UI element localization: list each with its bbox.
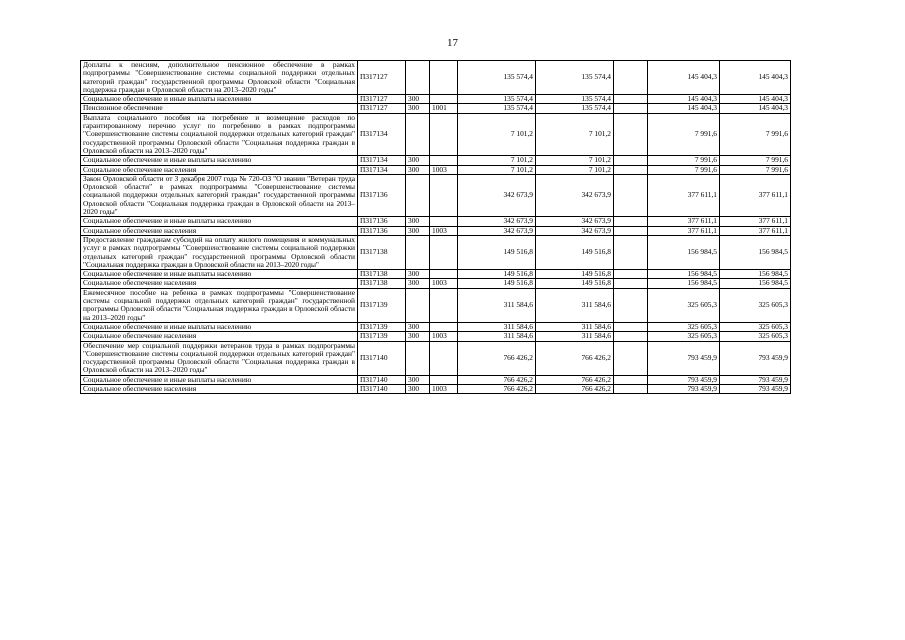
- expense-name-cell: Выплата социального пособия на погребение и возмещение расходов по гарантированному перечню услуг по погребению в рамках подпрограммы "Совершенствование системы социальной поддержки отдельных категорий граждан" государственной программы Орловской области "Социальная поддержка граждан в Орловской области на 2013–2020 годы": [81, 113, 358, 155]
- amount-cell: 145 404,3: [720, 95, 791, 104]
- expense-name-cell: Социальное обеспечение населения: [81, 332, 358, 341]
- amount-cell: [614, 341, 648, 375]
- section-cell: [430, 288, 458, 322]
- amount-cell: 7 101,2: [458, 113, 536, 155]
- expense-name-cell: Доплаты к пенсиям, дополнительное пенсионное обеспечение в рамках подпрограммы "Совершенствование системы социальной поддержки отдельных категорий граждан" государственной программы Орловской области "Социальная поддержка граждан в Орловской области на 2013–2020 годы": [81, 61, 358, 95]
- amount-cell: 377 611,1: [720, 217, 791, 226]
- target-article-cell: П317140: [358, 375, 406, 384]
- amount-cell: 766 426,2: [458, 341, 536, 375]
- amount-cell: 149 516,8: [536, 270, 614, 279]
- table-body: [81, 61, 791, 394]
- section-cell: 1001: [430, 104, 458, 113]
- target-article-cell: П317134: [358, 113, 406, 155]
- amount-cell: [614, 332, 648, 341]
- expense-name-cell: Закон Орловской области от 3 декабря 2007 года № 720-ОЗ "О звании "Ветеран труда Орловской области" в рамках подпрограммы "Совершенствование системы социальной поддержки отдельных категорий граждан" государственной программы Орловской области "Социальная поддержка граждан в Орловской области на 2013–2020 годы": [81, 174, 358, 216]
- budget-table: [80, 60, 791, 394]
- table-row: [81, 226, 791, 235]
- section-cell: 1003: [430, 165, 458, 174]
- amount-cell: 311 584,6: [536, 332, 614, 341]
- section-cell: 1003: [430, 384, 458, 393]
- section-cell: [430, 95, 458, 104]
- amount-cell: 7 991,6: [648, 156, 720, 165]
- expense-type-cell: [406, 235, 430, 269]
- target-article-cell: П317138: [358, 235, 406, 269]
- target-article-cell: П317127: [358, 95, 406, 104]
- amount-cell: 7 991,6: [720, 113, 791, 155]
- section-cell: [430, 341, 458, 375]
- amount-cell: 311 584,6: [536, 322, 614, 331]
- target-article-cell: П317139: [358, 322, 406, 331]
- section-cell: [430, 322, 458, 331]
- table-row: [81, 288, 791, 322]
- amount-cell: 325 605,3: [720, 332, 791, 341]
- table-row: [81, 217, 791, 226]
- amount-cell: 342 673,9: [458, 226, 536, 235]
- expense-type-cell: 300: [406, 95, 430, 104]
- amount-cell: 377 611,1: [648, 226, 720, 235]
- amount-cell: 7 991,6: [648, 113, 720, 155]
- amount-cell: 135 574,4: [458, 61, 536, 95]
- amount-cell: 7 101,2: [458, 156, 536, 165]
- amount-cell: 145 404,3: [648, 104, 720, 113]
- section-cell: [430, 375, 458, 384]
- amount-cell: 311 584,6: [536, 288, 614, 322]
- table-row: [81, 322, 791, 331]
- amount-cell: 377 611,1: [720, 174, 791, 216]
- amount-cell: 793 459,9: [720, 341, 791, 375]
- expense-type-cell: 300: [406, 270, 430, 279]
- amount-cell: 156 984,5: [720, 279, 791, 288]
- table-row: [81, 156, 791, 165]
- amount-cell: 7 101,2: [536, 113, 614, 155]
- table-row: [81, 279, 791, 288]
- amount-cell: [614, 279, 648, 288]
- target-article-cell: П317140: [358, 341, 406, 375]
- amount-cell: 145 404,3: [720, 104, 791, 113]
- amount-cell: 135 574,4: [536, 104, 614, 113]
- target-article-cell: П317136: [358, 226, 406, 235]
- expense-type-cell: 300: [406, 279, 430, 288]
- target-article-cell: П317138: [358, 270, 406, 279]
- expense-name-cell: Социальное обеспечение населения: [81, 384, 358, 393]
- amount-cell: 145 404,3: [648, 61, 720, 95]
- target-article-cell: П317139: [358, 332, 406, 341]
- amount-cell: 793 459,9: [720, 375, 791, 384]
- expense-name-cell: Социальное обеспечение населения: [81, 165, 358, 174]
- expense-type-cell: [406, 113, 430, 155]
- target-article-cell: П317127: [358, 104, 406, 113]
- amount-cell: [614, 322, 648, 331]
- amount-cell: 793 459,9: [720, 384, 791, 393]
- expense-name-cell: Социальное обеспечение и иные выплаты населению: [81, 156, 358, 165]
- target-article-cell: П317139: [358, 288, 406, 322]
- section-cell: [430, 270, 458, 279]
- table-row: [81, 384, 791, 393]
- expense-type-cell: [406, 288, 430, 322]
- amount-cell: 135 574,4: [458, 95, 536, 104]
- expense-name-cell: Социальное обеспечение и иные выплаты населению: [81, 217, 358, 226]
- amount-cell: 325 605,3: [720, 288, 791, 322]
- table-row: [81, 375, 791, 384]
- expense-type-cell: 300: [406, 332, 430, 341]
- table-row: [81, 341, 791, 375]
- amount-cell: 7 101,2: [536, 165, 614, 174]
- table-row: [81, 235, 791, 269]
- section-cell: [430, 61, 458, 95]
- amount-cell: 377 611,1: [720, 226, 791, 235]
- amount-cell: 342 673,9: [536, 217, 614, 226]
- amount-cell: 149 516,8: [536, 279, 614, 288]
- amount-cell: 156 984,5: [648, 279, 720, 288]
- table-row: [81, 113, 791, 155]
- amount-cell: 311 584,6: [458, 288, 536, 322]
- expense-type-cell: 300: [406, 375, 430, 384]
- amount-cell: [614, 113, 648, 155]
- amount-cell: 156 984,5: [648, 270, 720, 279]
- amount-cell: [614, 384, 648, 393]
- amount-cell: [614, 226, 648, 235]
- amount-cell: 793 459,9: [648, 341, 720, 375]
- amount-cell: 766 426,2: [458, 375, 536, 384]
- expense-type-cell: [406, 341, 430, 375]
- section-cell: [430, 174, 458, 216]
- amount-cell: 766 426,2: [458, 384, 536, 393]
- amount-cell: [614, 104, 648, 113]
- table-row: [81, 104, 791, 113]
- expense-name-cell: Обеспечение мер социальной поддержки ветеранов труда в рамках подпрограммы "Совершенствование системы социальной поддержки отдельных категорий граждан" государственной программы Орловской области "Социальная поддержка граждан в Орловской области на 2013–2020 годы": [81, 341, 358, 375]
- table-row: [81, 332, 791, 341]
- expense-type-cell: 300: [406, 156, 430, 165]
- expense-type-cell: 300: [406, 226, 430, 235]
- amount-cell: 793 459,9: [648, 375, 720, 384]
- amount-cell: 793 459,9: [648, 384, 720, 393]
- target-article-cell: П317136: [358, 217, 406, 226]
- amount-cell: 766 426,2: [536, 341, 614, 375]
- section-cell: 1003: [430, 332, 458, 341]
- amount-cell: 149 516,8: [536, 235, 614, 269]
- amount-cell: [614, 174, 648, 216]
- amount-cell: 149 516,8: [458, 270, 536, 279]
- amount-cell: 135 574,4: [536, 95, 614, 104]
- amount-cell: [614, 165, 648, 174]
- expense-type-cell: [406, 61, 430, 95]
- amount-cell: [614, 95, 648, 104]
- amount-cell: 135 574,4: [536, 61, 614, 95]
- amount-cell: 325 605,3: [720, 322, 791, 331]
- section-cell: [430, 156, 458, 165]
- amount-cell: [614, 375, 648, 384]
- amount-cell: 7 991,6: [648, 165, 720, 174]
- amount-cell: 325 605,3: [648, 322, 720, 331]
- amount-cell: 342 673,9: [458, 174, 536, 216]
- amount-cell: 145 404,3: [648, 95, 720, 104]
- expense-name-cell: Социальное обеспечение населения: [81, 279, 358, 288]
- amount-cell: 342 673,9: [536, 174, 614, 216]
- section-cell: 1003: [430, 279, 458, 288]
- page-number: 17: [447, 37, 458, 49]
- amount-cell: 377 611,1: [648, 174, 720, 216]
- amount-cell: [614, 156, 648, 165]
- expense-name-cell: Социальное обеспечение населения: [81, 226, 358, 235]
- expense-name-cell: Социальное обеспечение и иные выплаты населению: [81, 95, 358, 104]
- amount-cell: 325 605,3: [648, 332, 720, 341]
- expense-name-cell: Предоставление гражданам субсидий на оплату жилого помещения и коммунальных услуг в рамках подпрограммы "Совершенствование системы социальной поддержки отдельных категорий граждан" государственной программы Орловской области "Социальная поддержка граждан в Орловской области на 2013–2020 годы": [81, 235, 358, 269]
- target-article-cell: П317136: [358, 174, 406, 216]
- section-cell: [430, 113, 458, 155]
- section-cell: 1003: [430, 226, 458, 235]
- amount-cell: 325 605,3: [648, 288, 720, 322]
- expense-name-cell: Социальное обеспечение и иные выплаты населению: [81, 322, 358, 331]
- target-article-cell: П317134: [358, 165, 406, 174]
- table-row: [81, 165, 791, 174]
- amount-cell: 156 984,5: [648, 235, 720, 269]
- amount-cell: 766 426,2: [536, 384, 614, 393]
- target-article-cell: П317140: [358, 384, 406, 393]
- amount-cell: 311 584,6: [458, 332, 536, 341]
- amount-cell: 7 991,6: [720, 165, 791, 174]
- expense-name-cell: Пенсионное обеспечение: [81, 104, 358, 113]
- expense-type-cell: 300: [406, 322, 430, 331]
- target-article-cell: П317138: [358, 279, 406, 288]
- amount-cell: 766 426,2: [536, 375, 614, 384]
- expense-type-cell: [406, 174, 430, 216]
- amount-cell: [614, 288, 648, 322]
- table-row: [81, 270, 791, 279]
- table-row: [81, 61, 791, 95]
- amount-cell: 156 984,5: [720, 270, 791, 279]
- amount-cell: 7 101,2: [458, 165, 536, 174]
- expense-type-cell: 300: [406, 384, 430, 393]
- amount-cell: [614, 217, 648, 226]
- expense-name-cell: Социальное обеспечение и иные выплаты населению: [81, 375, 358, 384]
- expense-name-cell: Социальное обеспечение и иные выплаты населению: [81, 270, 358, 279]
- amount-cell: 342 673,9: [536, 226, 614, 235]
- amount-cell: 149 516,8: [458, 235, 536, 269]
- table-row: [81, 174, 791, 216]
- amount-cell: [614, 270, 648, 279]
- expense-type-cell: 300: [406, 217, 430, 226]
- amount-cell: 377 611,1: [648, 217, 720, 226]
- amount-cell: 7 101,2: [536, 156, 614, 165]
- section-cell: [430, 217, 458, 226]
- amount-cell: 145 404,3: [720, 61, 791, 95]
- amount-cell: 156 984,5: [720, 235, 791, 269]
- amount-cell: 342 673,9: [458, 217, 536, 226]
- expense-name-cell: Ежемесячное пособие на ребенка в рамках подпрограммы "Совершенствование системы социальной поддержки отдельных категорий граждан" государственной программы Орловской области "Социальная поддержка граждан в Орловской области на 2013–2020 годы": [81, 288, 358, 322]
- amount-cell: 149 516,8: [458, 279, 536, 288]
- expense-type-cell: 300: [406, 104, 430, 113]
- target-article-cell: П317134: [358, 156, 406, 165]
- target-article-cell: П317127: [358, 61, 406, 95]
- expense-type-cell: 300: [406, 165, 430, 174]
- table-row: [81, 95, 791, 104]
- amount-cell: 7 991,6: [720, 156, 791, 165]
- amount-cell: [614, 235, 648, 269]
- section-cell: [430, 235, 458, 269]
- amount-cell: 135 574,4: [458, 104, 536, 113]
- amount-cell: [614, 61, 648, 95]
- amount-cell: 311 584,6: [458, 322, 536, 331]
